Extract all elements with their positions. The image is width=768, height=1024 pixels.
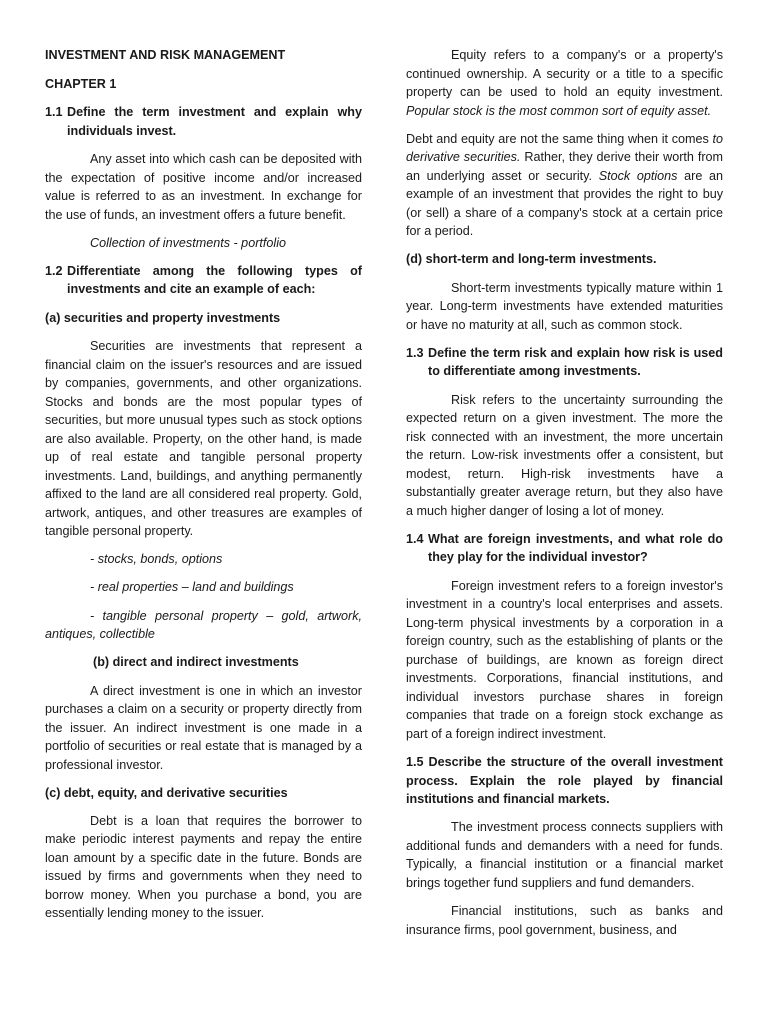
- question-1-4: [406, 530, 723, 567]
- question-1-1-number: 1.1: [45, 105, 63, 119]
- question-1-2: [45, 262, 362, 299]
- question-1-5: 1.5 Describe the structure of the overall investment process. Explain the role played by financial institutions and financial markets.: [406, 755, 723, 807]
- subheading-c: (c) debt, equity, and derivative securities: [45, 785, 288, 800]
- question-1-1: [45, 103, 362, 140]
- subheading-d: (d) short-term and long-term investments.: [406, 252, 657, 267]
- derivatives-italic-d: Stock options: [598, 168, 678, 183]
- question-1-4-text: What are foreign investments, and what role do they play for the individual investor?: [428, 531, 723, 565]
- question-1-2-number: 1.2: [45, 263, 63, 278]
- right-column: [406, 46, 723, 949]
- question-1-1-text: Define the term investment and explain why individuals invest.: [67, 105, 362, 138]
- paragraph-securities-property: Securities are investments that represent a financial claim on the issuer's resources and are issued by companies, governments, and other organizations. Stocks and bonds are the most popular types of securities, but more unusual types such as stock options are also available. Property, on the other hand, is made up of real estate and tangible personal property investments. Land, buildings, and anything permanently affixed to the land are all considered real property. Gold, artwork, antiques, and other treasures are examples of tangible personal property.: [45, 339, 362, 539]
- subheading-b: (b) direct and indirect investments: [93, 655, 299, 670]
- question-1-3-number: 1.3: [406, 345, 424, 360]
- document-title: INVESTMENT AND RISK MANAGEMENT: [45, 48, 286, 62]
- equity-text: Equity refers to a company's or a property's continued ownership. A security or a title to a specific property can be used to hold an equity investment.: [406, 48, 723, 99]
- paragraph-short-long-term: Short-term investments typically mature within 1 year. Long-term investments have extended maturities or have no maturity at all, such as common stock.: [406, 280, 723, 332]
- paragraph-investment-process: The investment process connects suppliers with additional funds and demanders with a need for funds. Typically, a financial institution or a financial market brings together fund suppliers and fund demanders.: [406, 820, 723, 890]
- derivatives-italic-b: to derivative securities.: [406, 131, 724, 165]
- paragraph-debt: Debt is a loan that requires the borrower to make periodic interest payments and repay the entire loan amount by a specific date in the future. Bonds are issued by firms and governments when they need to borrow money. When you purchase a bond, you are essentially lending money to the issuer.: [45, 813, 362, 921]
- paragraph-financial-institutions: Financial institutions, such as banks and insurance firms, pool government, business, and: [406, 904, 723, 937]
- derivatives-text-a: Debt and equity are not the same thing when it comes: [406, 131, 709, 146]
- left-column: [45, 46, 362, 933]
- derivatives-text-c: Rather, they derive their worth from an underlying asset or security.: [406, 150, 724, 183]
- note-tangible-property: - tangible personal property – gold, artwork, antiques, collectible: [45, 608, 362, 642]
- paragraph-derivatives: [406, 130, 723, 241]
- derivatives-text-e: are an example of an investment that provides the right to buy (or sell) a share of a company's stock at a certain price for a period.: [406, 168, 724, 239]
- equity-italic-text: Popular stock is the most common sort of equity asset.: [406, 103, 712, 118]
- subheading-a: (a) securities and property investments: [45, 310, 281, 325]
- question-1-2-text: Differentiate among the following types of investments and cite an example of each:: [67, 263, 362, 297]
- paragraph-risk: Risk refers to the uncertainty surrounding the expected return on a given investment. The more the risk connected with an investment, the more uncertain the return. Low-risk investments offer a consistent, but modest, return. High-risk investments have a substantially greater average return, but they also have a much higher danger of losing a lot of money.: [406, 392, 723, 518]
- note-real-properties: - real properties – land and buildings: [90, 580, 294, 595]
- paragraph-direct-indirect: A direct investment is one in which an investor purchases a claim on a security or property directly from the issuer. An indirect investment is one made in a portfolio of securities or real estate that is managed by a professional investor.: [45, 683, 362, 772]
- chapter-heading: CHAPTER 1: [45, 76, 117, 91]
- question-1-3-text: Define the term risk and explain how risk is used to differentiate among investments.: [428, 345, 723, 379]
- paragraph-equity: [406, 46, 723, 120]
- note-portfolio: Collection of investments - portfolio: [90, 235, 286, 250]
- note-stocks-bonds-options: - stocks, bonds, options: [90, 552, 223, 567]
- paragraph-foreign-investment: Foreign investment refers to a foreign investor's investment in a country's local enterprises and assets. Long-term physical investments by a corporation in a foreign country, such as the establishing of plants or the purchase of buildings, are known as foreign direct investments. Corporations, financial institutions, and individual investors purchase shares in foreign companies that trade on a foreign stock exchange as part of a foreign indirect investment.: [406, 578, 723, 741]
- question-1-4-number: 1.4: [406, 531, 424, 546]
- paragraph-investment-definition: Any asset into which cash can be deposited with the expectation of positive income and/or increased value is referred to as an investment. In exchange for the use of funds, an investment offers a future benefit.: [45, 152, 362, 222]
- question-1-3: [406, 344, 723, 381]
